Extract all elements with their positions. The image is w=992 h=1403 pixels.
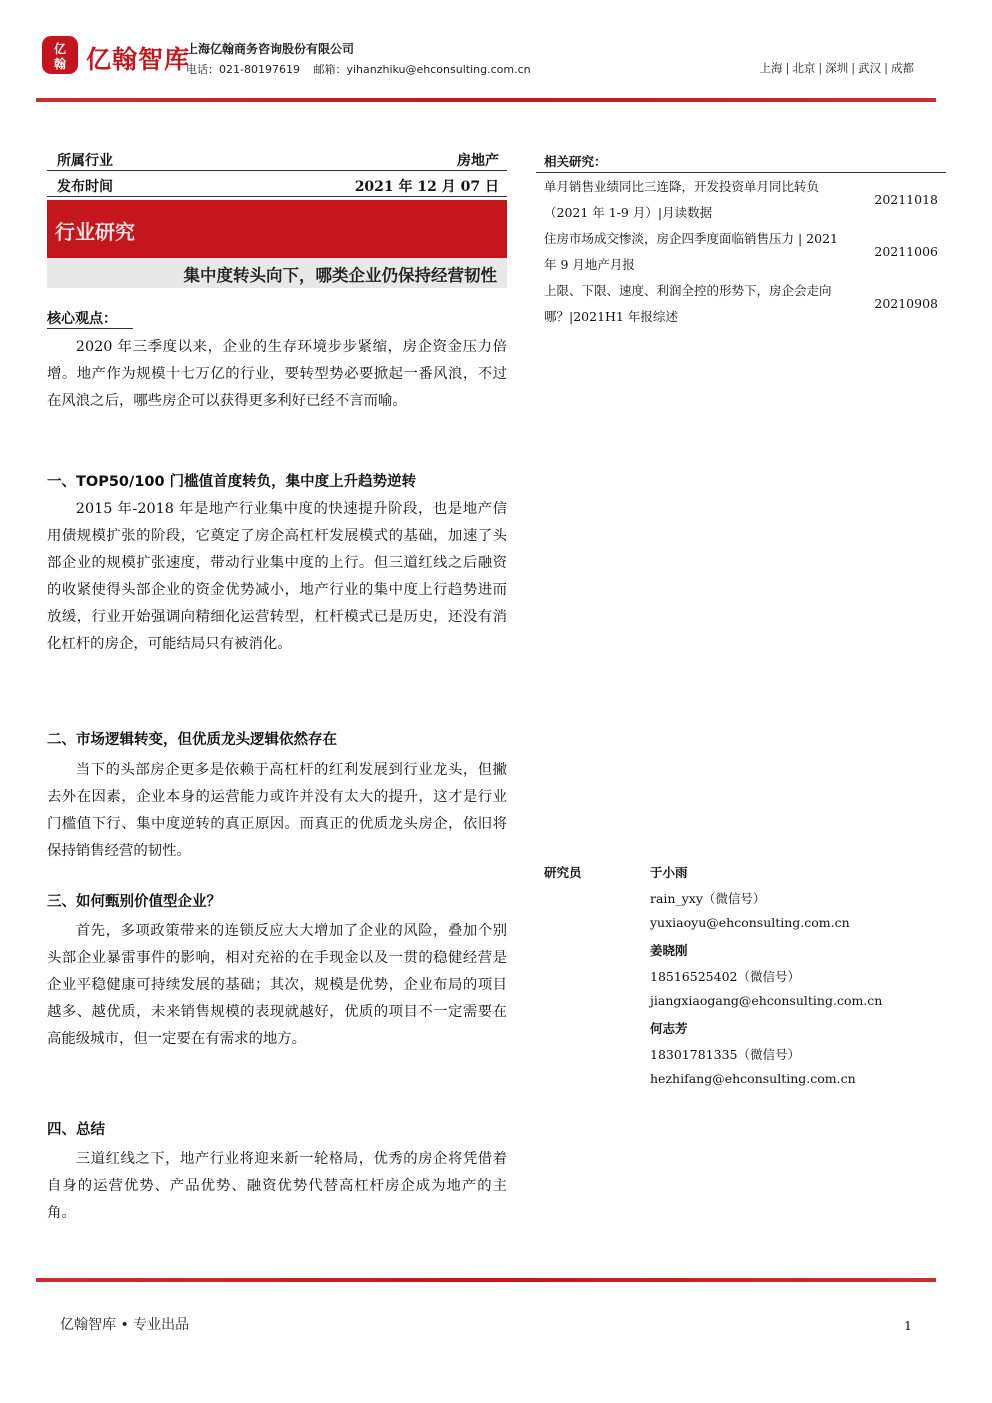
title-banner bbox=[47, 258, 507, 288]
related-heading: 相关研究： bbox=[544, 154, 607, 169]
city: 北京 bbox=[792, 61, 816, 75]
company-name: 上海亿翰商务咨询股份有限公司 bbox=[186, 42, 355, 56]
logo-mark-char-2: 翰 bbox=[53, 57, 67, 71]
analyst-label: 研究员 bbox=[544, 865, 582, 880]
industry-label: 所属行业 bbox=[57, 153, 113, 169]
related-rule bbox=[536, 172, 946, 173]
page-number: 1 bbox=[904, 1318, 912, 1333]
paragraph: 2020 年三季度以来，企业的生存环境步步紧缩，房企资金压力倍增。地产作为规模十七万亿的行业，要转型势必要掀起一番风浪，不过在风浪之后，哪些房企可以获得更多利好已经不言而喻。 bbox=[47, 339, 507, 409]
office-cities: 上海 | 北京 | 深圳 | 武汉 | 成都 bbox=[759, 61, 914, 75]
analyst-name: 姜晓刚 bbox=[650, 943, 688, 958]
footer-rule bbox=[36, 1278, 936, 1282]
related-item-title[interactable]: 住房市场成交惨淡，房企四季度面临销售压力 | 2021 年 9 月地产月报 bbox=[544, 231, 838, 272]
logo-mark-char-1: 亿 bbox=[53, 42, 67, 56]
related-item-date: 20211018 bbox=[874, 192, 938, 207]
related-item-title[interactable]: 单月销售业绩同比三连降，开发投资单月同比转负（2021 年 1-9 月）|月读数据 bbox=[544, 179, 820, 220]
related-item[interactable] bbox=[544, 278, 944, 330]
section-heading: 一、TOP50/100 门槛值首度转负，集中度上升趋势逆转 bbox=[47, 474, 417, 490]
core-heading: 核心观点： bbox=[47, 311, 117, 327]
section-banner bbox=[47, 200, 507, 258]
analyst-wechat: rain_yxy（微信号） bbox=[650, 891, 766, 906]
date-value: 2021 年 12 月 07 日 bbox=[354, 179, 499, 195]
report-title: 集中度转头向下，哪类企业仍保持经营韧性 bbox=[183, 266, 497, 285]
section-heading: 二、市场逻辑转变，但优质龙头逻辑依然存在 bbox=[47, 732, 337, 748]
analyst-email[interactable]: yuxiaoyu@ehconsulting.com.cn bbox=[650, 915, 850, 930]
paragraph: 2015 年-2018 年是地产行业集中度的快速提升阶段，也是地产信用债规模扩张的阶段，它奠定了房企高杠杆发展模式的基础，加速了头部企业的规模扩张速度，带动行业集中度的上行。但三道红线之后融资的收紧使得头部企业的资金优势减小，地产行业的集中度上行趋势进而放缓，行业开始强调向精细化运营转型，杠杆模式已是历史，还没有消化杠杆的房企，可能结局只有被消化。 bbox=[47, 501, 507, 652]
analyst-name: 于小雨 bbox=[650, 865, 688, 880]
city: 上海 bbox=[759, 61, 783, 75]
paragraph: 当下的头部房企更多是依赖于高杠杆的红利发展到行业龙头，但撇去外在因素，企业本身的运营能力或许并没有太大的提升，这才是行业门槛值下行、集中度逆转的真正原因。而真正的优质龙头房企，依旧将保持销售经营的韧性。 bbox=[47, 762, 507, 859]
related-item-date: 20211006 bbox=[874, 244, 938, 259]
related-item[interactable] bbox=[544, 226, 944, 278]
paragraph: 首先，多项政策带来的连锁反应大大增加了企业的风险，叠加个别头部企业暴雷事件的影响，相对充裕的在手现金以及一贯的稳健经营是企业平稳健康可持续发展的基础；其次，规模是优势，企业布局的项目越多、越优质，未来销售规模的表现就越好，优质的项目不一定需要在高能级城市，但一定要在有需求的地方。 bbox=[47, 923, 507, 1047]
phone-text: 电话：021-80197619 bbox=[186, 63, 300, 76]
meta-date-row bbox=[47, 173, 507, 197]
date-label: 发布时间 bbox=[57, 179, 113, 195]
section-heading: 四、总结 bbox=[47, 1122, 105, 1138]
analyst-email[interactable]: jiangxiaogang@ehconsulting.com.cn bbox=[650, 993, 883, 1008]
header-rule bbox=[36, 98, 936, 102]
industry-value: 房地产 bbox=[457, 153, 499, 169]
section-heading: 三、如何甄别价值型企业？ bbox=[47, 894, 221, 910]
city: 武汉 bbox=[858, 61, 882, 75]
footer-brand: 亿翰智库 • 专业出品 bbox=[60, 1317, 190, 1333]
analyst-name: 何志芳 bbox=[650, 1021, 688, 1036]
related-item-title[interactable]: 上限、下限、速度、利润全控的形势下，房企会走向哪？|2021H1 年报综述 bbox=[544, 283, 832, 324]
city: 成都 bbox=[891, 61, 914, 75]
meta-industry-row bbox=[47, 147, 507, 171]
analyst-wechat: 18301781335（微信号） bbox=[650, 1047, 800, 1062]
paragraph: 三道红线之下，地产行业将迎来新一轮格局，优秀的房企将凭借着自身的运营优势、产品优势、融资优势代替高杠杆房企成为地产的主角。 bbox=[47, 1151, 507, 1221]
email-text: 邮箱：yihanzhiku@ehconsulting.com.cn bbox=[313, 63, 531, 76]
analyst-wechat: 18516525402（微信号） bbox=[650, 969, 800, 984]
logo-mark-icon bbox=[40, 34, 80, 76]
analyst-email[interactable]: hezhifang@ehconsulting.com.cn bbox=[650, 1071, 856, 1086]
city: 深圳 bbox=[825, 61, 849, 75]
related-item[interactable] bbox=[544, 174, 944, 226]
contact-info bbox=[186, 61, 541, 77]
core-heading-underline bbox=[47, 328, 133, 329]
section-label: 行业研究 bbox=[55, 220, 135, 244]
logo-text: 亿翰智库 bbox=[86, 45, 191, 74]
related-item-date: 20210908 bbox=[874, 296, 938, 311]
